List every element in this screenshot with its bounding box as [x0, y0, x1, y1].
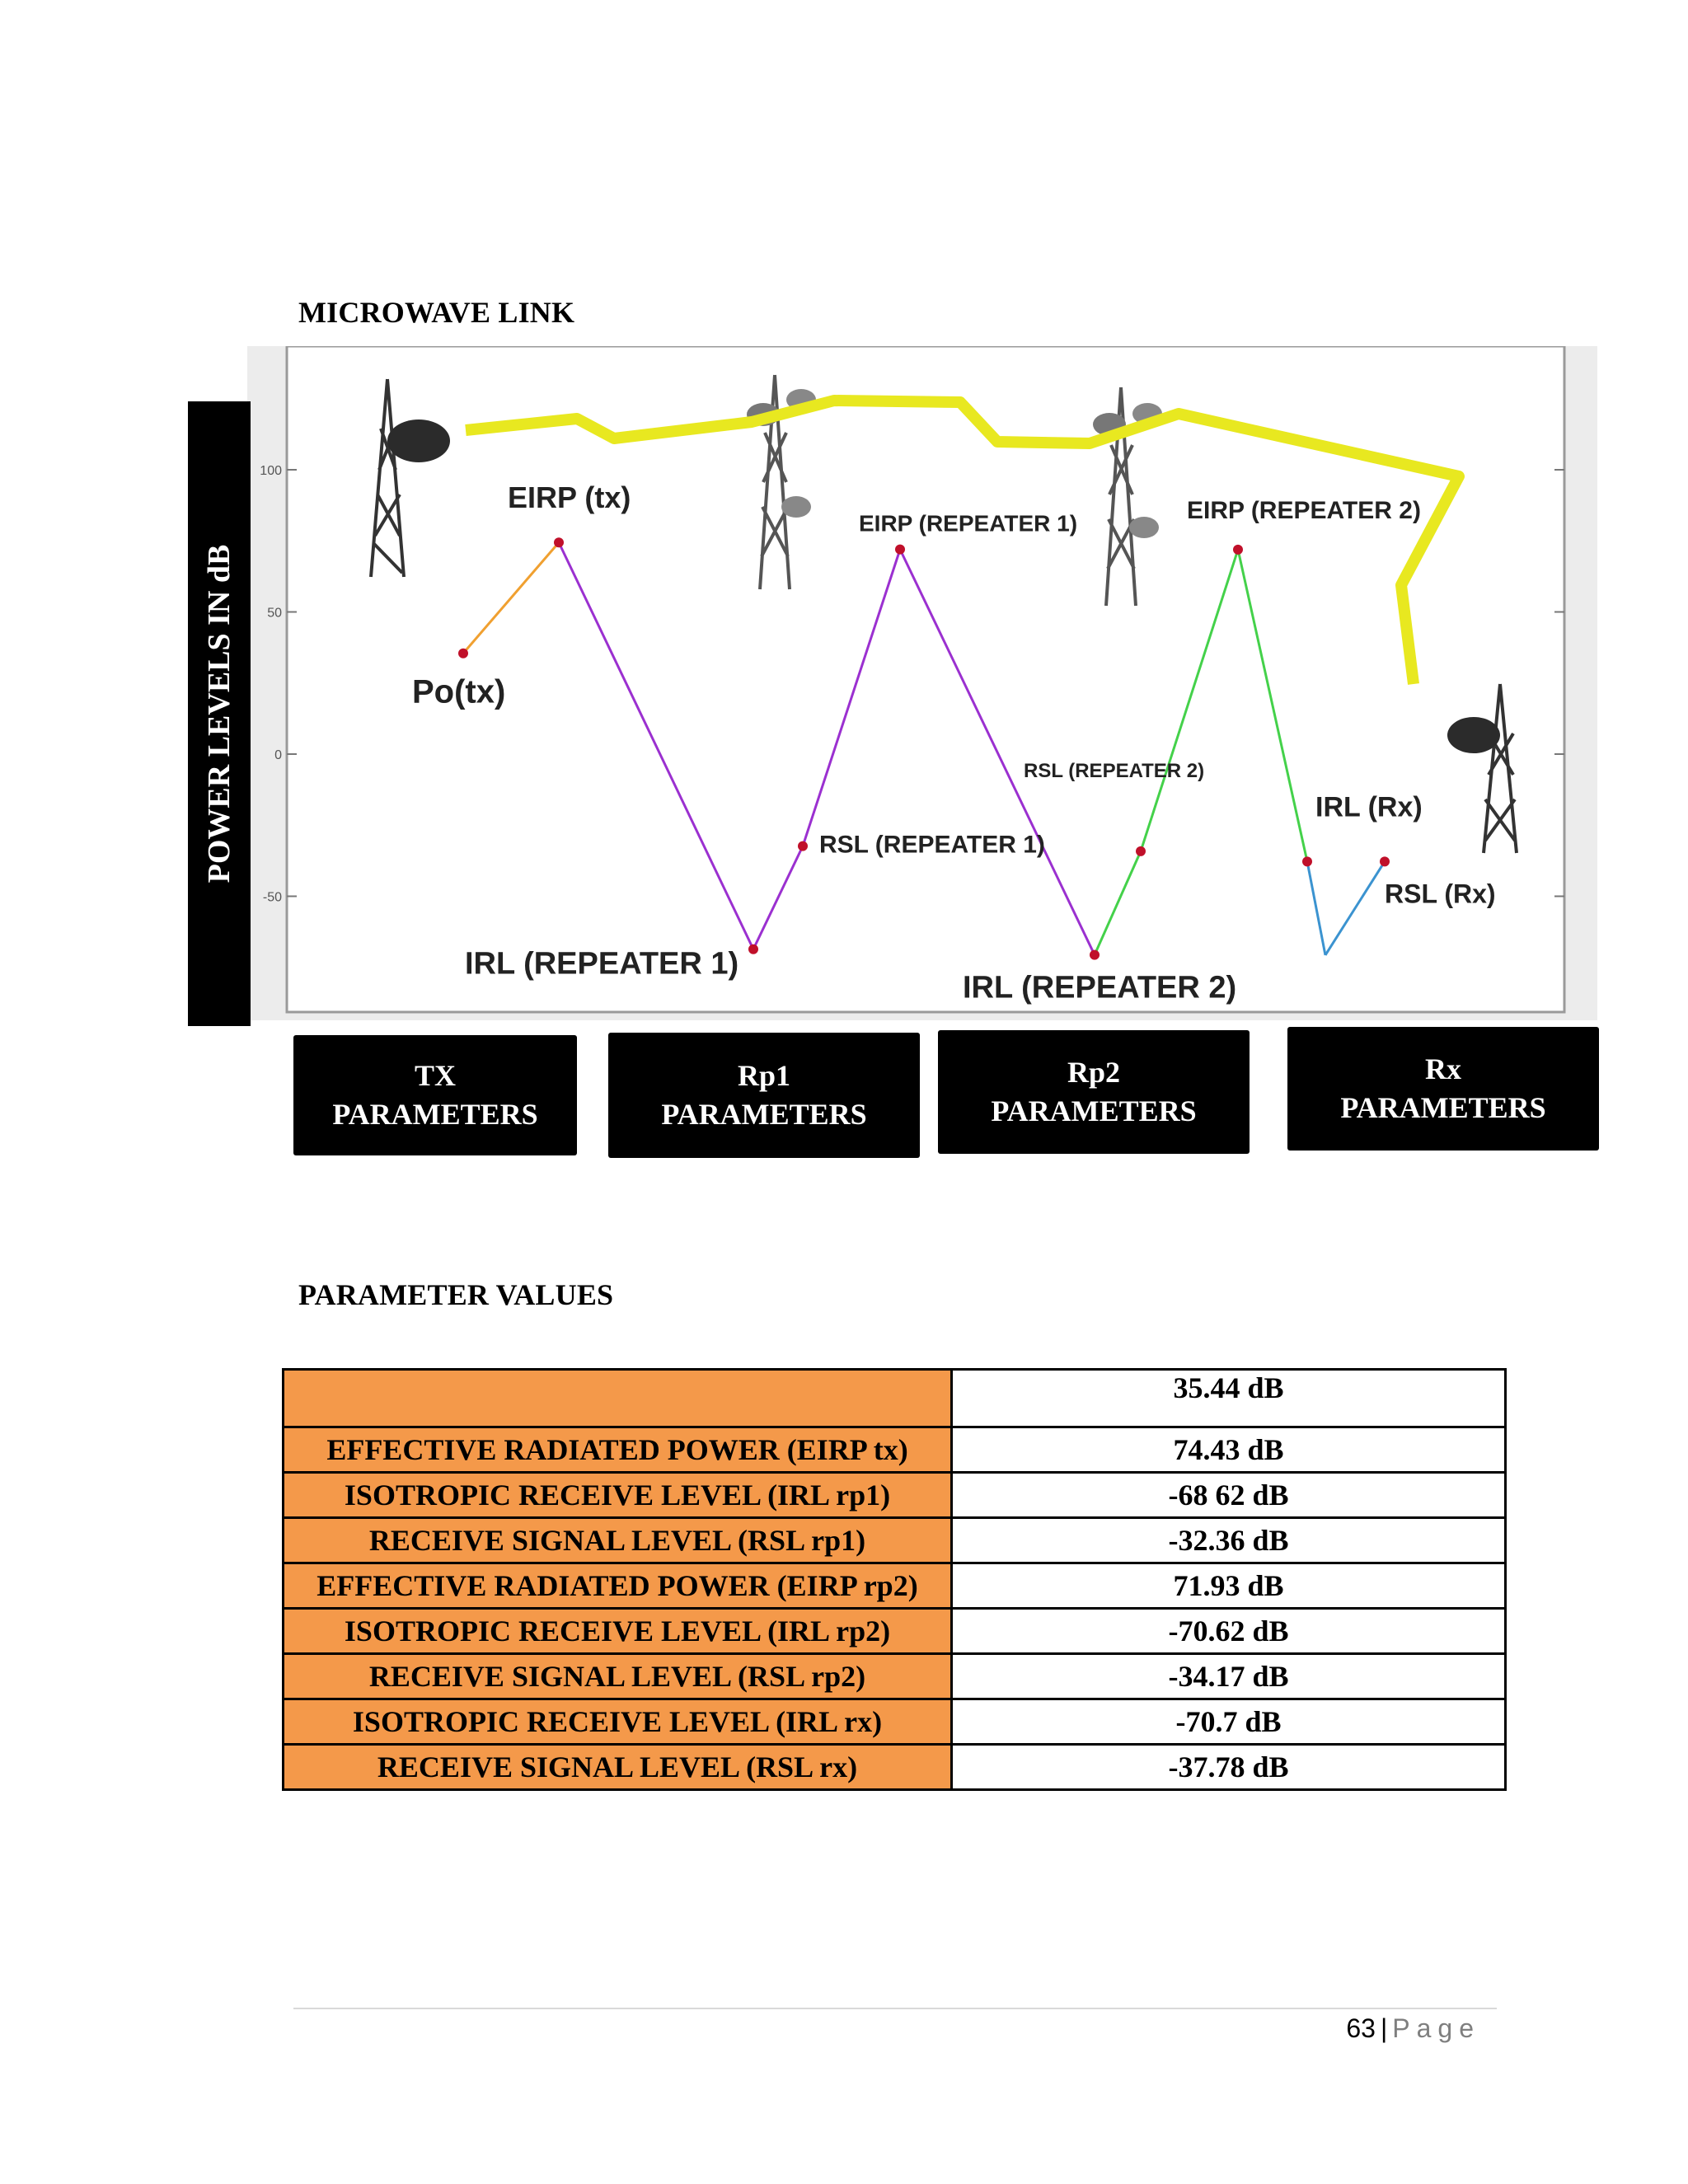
point-marker: [1233, 545, 1243, 555]
rx-box-line1: Rx: [1425, 1052, 1461, 1086]
chart-annotation: EIRP (tx): [508, 480, 631, 515]
table-cell-label: EFFECTIVE RADIATED POWER (EIRP rp2): [284, 1563, 952, 1609]
table-cell-label: RECEIVE SIGNAL LEVEL (RSL rp2): [284, 1654, 952, 1699]
table-row: [284, 1473, 1506, 1518]
table-cell-label: EFFECTIVE RADIATED POWER (EIRP tx): [284, 1427, 952, 1473]
table-cell-label: [284, 1370, 952, 1427]
tx-box-line2: PARAMETERS: [332, 1098, 538, 1131]
table-cell-label: ISOTROPIC RECEIVE LEVEL (IRL rx): [284, 1699, 952, 1745]
y-tick-label: 50: [267, 606, 282, 621]
table-row: [284, 1370, 1506, 1427]
chart-annotation: RSL (REPEATER 1): [819, 831, 1045, 859]
table-cell-label: ISOTROPIC RECEIVE LEVEL (IRL rp1): [284, 1473, 952, 1518]
chart-annotation: IRL (REPEATER 2): [963, 970, 1237, 1005]
footer-separator: |: [1380, 2013, 1388, 2043]
point-marker: [458, 649, 468, 658]
table-row: [284, 1563, 1506, 1609]
table-row: [284, 1699, 1506, 1745]
point-marker: [1380, 856, 1390, 866]
section-title: MICROWAVE LINK: [298, 296, 575, 329]
table-title: PARAMETER VALUES: [298, 1278, 614, 1311]
tx-box-line1: TX: [414, 1059, 456, 1093]
page-footer: [1346, 2013, 1480, 2044]
table-cell-value: -32.36 dB: [952, 1518, 1506, 1563]
tx-parameters-box: [293, 1035, 577, 1155]
table-cell-value: -37.78 dB: [952, 1745, 1506, 1790]
footer-divider: [293, 2008, 1497, 2009]
table-row: [284, 1745, 1506, 1790]
chart-annotation: Po(tx): [412, 673, 506, 710]
rx-parameters-box: [1287, 1027, 1599, 1151]
rx-box-line2: PARAMETERS: [1340, 1091, 1546, 1124]
point-marker: [748, 944, 758, 954]
table-cell-label: RECEIVE SIGNAL LEVEL (RSL rx): [284, 1745, 952, 1790]
y-tick-label: -50: [262, 890, 282, 905]
rp1-parameters-box: [608, 1033, 920, 1158]
rp1-box-line2: PARAMETERS: [661, 1098, 867, 1131]
y-axis-label: POWER LEVELS IN dB: [202, 544, 237, 883]
table-cell-value: 35.44 dB: [952, 1370, 1506, 1427]
point-marker: [1136, 846, 1146, 856]
point-marker: [798, 841, 808, 851]
page-number: 63: [1346, 2013, 1376, 2043]
y-tick-label: 100: [260, 464, 282, 478]
table-cell-value: -34.17 dB: [952, 1654, 1506, 1699]
rp2-box-line1: Rp2: [1067, 1056, 1121, 1090]
y-tick-label: 0: [274, 748, 282, 762]
table-cell-value: -68 62 dB: [952, 1473, 1506, 1518]
table-cell-value: -70.7 dB: [952, 1699, 1506, 1745]
power-level-chart: [247, 346, 1597, 1020]
table-row: [284, 1427, 1506, 1473]
table-row: [284, 1654, 1506, 1699]
point-marker: [1090, 950, 1100, 960]
table-row: [284, 1518, 1506, 1563]
table-row: [284, 1609, 1506, 1654]
table-cell-value: 71.93 dB: [952, 1563, 1506, 1609]
table-cell-label: ISOTROPIC RECEIVE LEVEL (IRL rp2): [284, 1609, 952, 1654]
table-cell-label: RECEIVE SIGNAL LEVEL (RSL rp1): [284, 1518, 952, 1563]
parameter-table: [282, 1368, 1507, 1791]
chart-annotation: IRL (Rx): [1315, 791, 1423, 823]
page-label: Page: [1392, 2013, 1480, 2043]
chart-annotation: EIRP (REPEATER 2): [1187, 496, 1421, 524]
point-marker: [1302, 856, 1312, 866]
y-axis-label-box: [188, 401, 251, 1026]
point-marker: [554, 537, 564, 547]
rp2-box-line2: PARAMETERS: [991, 1094, 1197, 1127]
chart-annotation: RSL (Rx): [1385, 879, 1496, 909]
chart-annotation: RSL (REPEATER 2): [1024, 759, 1205, 782]
chart-annotation: IRL (REPEATER 1): [465, 946, 739, 982]
table-cell-value: 74.43 dB: [952, 1427, 1506, 1473]
point-marker: [895, 545, 905, 555]
chart-annotation: EIRP (REPEATER 1): [859, 510, 1078, 537]
rp1-box-line1: Rp1: [737, 1059, 791, 1093]
rp2-parameters-box: [938, 1030, 1250, 1154]
table-cell-value: -70.62 dB: [952, 1609, 1506, 1654]
